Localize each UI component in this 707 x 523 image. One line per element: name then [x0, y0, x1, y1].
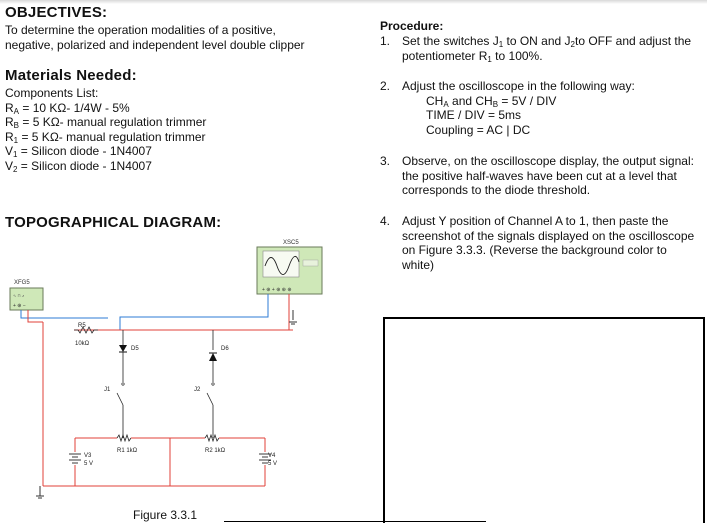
r2-label: R2 1kΩ	[205, 448, 226, 454]
fg-terminal-marks: + ⊕ −	[13, 303, 26, 309]
v4-value: 5 V	[268, 461, 278, 467]
resistor-r2	[205, 435, 219, 441]
setting-part: = 5V / DIV	[498, 93, 557, 108]
v3-name: V3	[84, 453, 92, 459]
fg-panel-marks: ∿ ⊓ ⩘	[13, 293, 24, 298]
component-subscript: B	[13, 121, 20, 130]
step-text: Observe, on the oscilloscope display, the output signal: the positive half-waves have been cut at a level that corresponds to the diode threshold.	[402, 154, 694, 197]
component-symbol: R	[5, 129, 14, 144]
component-item	[5, 115, 206, 130]
step-subscript: 1	[498, 40, 504, 49]
component-subscript: A	[13, 106, 20, 116]
j1-label: J1	[104, 387, 111, 393]
objectives-heading: OBJECTIVES:	[5, 4, 108, 21]
switch-j1-contact	[122, 383, 124, 385]
v4-name: V4	[268, 453, 276, 459]
wire-blue	[120, 294, 268, 330]
component-symbol: V	[5, 158, 14, 173]
step-text: Adjust Y position of Channel A to 1, then paste the screenshot of the signals displayed on the oscilloscope on Figure 3.3.3. (Reverse the background color to white)	[402, 214, 695, 272]
wire-red	[28, 310, 43, 322]
scope-setting: Coupling = AC | DC	[426, 122, 531, 137]
switch-j1[interactable]	[117, 393, 123, 405]
wire-blue	[21, 310, 108, 318]
diode-d5	[119, 345, 127, 352]
step-number: 2.	[380, 79, 391, 93]
component-desc: = 5 KΩ- manual regulation trimmer	[18, 129, 206, 144]
component-subscript: 2	[13, 164, 18, 174]
setting-subscript: B	[492, 99, 499, 109]
procedure-step	[380, 154, 705, 202]
j2-label: J2	[194, 387, 201, 393]
scope-setting	[426, 94, 702, 109]
step-number: 1.	[380, 34, 391, 48]
procedure-step	[380, 214, 705, 276]
v3-value: 5 V	[84, 461, 94, 467]
oscilloscope-ext-trig	[303, 260, 318, 266]
setting-subscript: A	[443, 99, 449, 109]
objectives-line: negative, polarized and independent level double clipper	[5, 37, 305, 52]
d5-label: D5	[131, 346, 139, 352]
components-list-title: Components List:	[5, 86, 99, 100]
resistor-r1	[117, 435, 131, 441]
component-desc: = 5 KΩ- manual regulation trimmer	[19, 115, 207, 129]
step-number: 3.	[380, 154, 391, 168]
objectives-line: To determine the operation modalities of a positive,	[5, 23, 276, 37]
step-text	[402, 34, 702, 63]
component-item	[5, 159, 206, 174]
component-desc: = Silicon diode - 1N4007	[17, 144, 152, 158]
component-desc: = 10 KΩ- 1/4W - 5%	[19, 100, 130, 115]
step-text-part: to OFF and adjust the potentiometer R	[402, 34, 692, 63]
scope-terminal-marks: + ⊕ + ⊕ ⊕ ⊕	[262, 287, 292, 293]
setting-part: CH	[426, 93, 444, 108]
step-text-part: to 100%.	[491, 48, 543, 63]
circuit-diagram	[0, 230, 380, 510]
r1-label: R1 1kΩ	[117, 448, 138, 454]
screenshot-paste-area[interactable]	[383, 317, 705, 523]
procedure-heading: Procedure:	[380, 19, 444, 33]
component-item	[5, 101, 206, 116]
xfg-label: XFG5	[14, 280, 30, 286]
scope-setting: TIME / DIV = 5ms	[426, 108, 522, 122]
component-item	[5, 144, 206, 159]
figure-caption: Figure 3.3.1	[133, 508, 198, 522]
step-intro: Adjust the oscilloscope in the following way:	[402, 79, 635, 93]
setting-part: and CH	[448, 93, 493, 108]
xsc-label: XSC5	[283, 240, 299, 246]
component-desc: = Silicon diode - 1N4007	[17, 158, 152, 173]
d6-label: D6	[221, 346, 229, 352]
components-list	[5, 86, 206, 173]
topographical-heading: TOPOGRAPHICAL DIAGRAM:	[5, 214, 222, 231]
step-subscript: 1	[487, 54, 492, 64]
step-number: 4.	[380, 214, 391, 228]
objectives-text	[5, 23, 305, 52]
component-item	[5, 130, 206, 145]
materials-heading: Materials Needed:	[5, 67, 137, 84]
component-symbol: R	[5, 115, 14, 129]
component-subscript: 1	[13, 135, 19, 145]
component-subscript: 1	[13, 150, 18, 159]
r5-value: 10kΩ	[75, 341, 90, 347]
component-symbol: R	[5, 100, 14, 115]
diode-d6	[209, 353, 217, 361]
procedure-step	[380, 79, 705, 141]
procedure-step	[380, 34, 705, 66]
scope-settings	[402, 94, 702, 138]
step-subscript: 2	[570, 40, 575, 49]
switch-j2[interactable]	[207, 393, 213, 405]
switch-j2-contact	[212, 383, 214, 385]
step-text-part: to ON and J	[503, 34, 571, 48]
r5-name: R5	[78, 323, 86, 329]
step-text	[402, 79, 702, 137]
component-symbol: V	[5, 144, 14, 158]
step-text-part: Set the switches J	[402, 34, 499, 48]
